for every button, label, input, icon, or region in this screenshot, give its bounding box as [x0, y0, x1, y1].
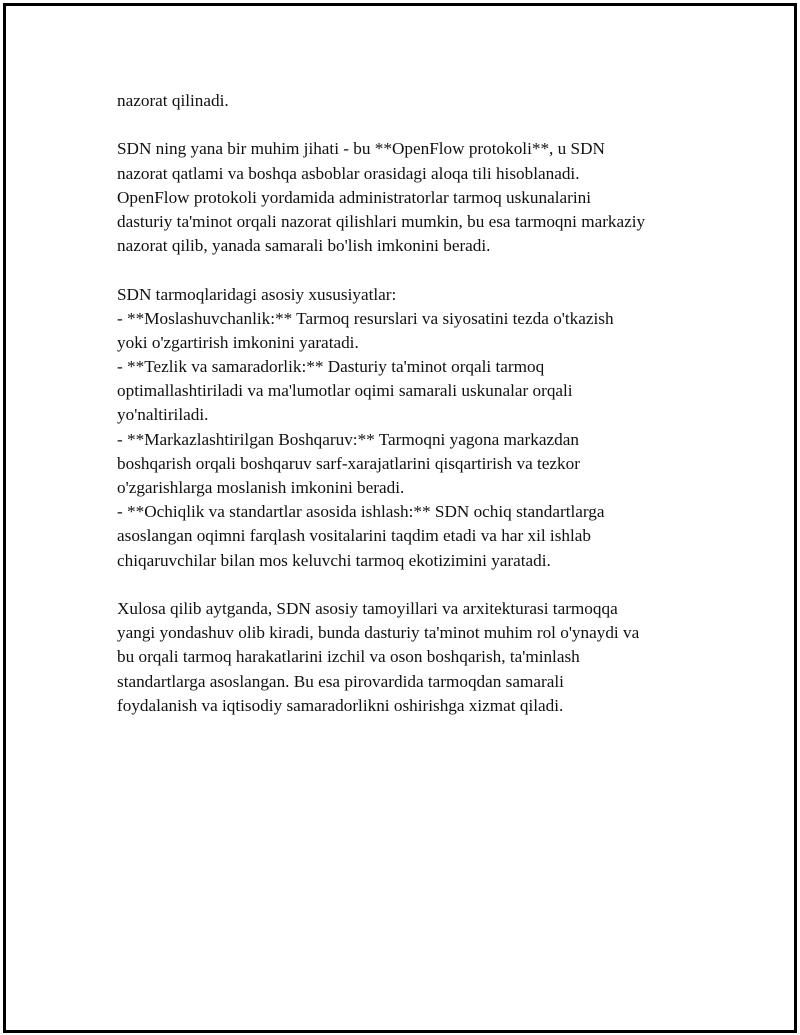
- list-item-line: - **Markazlashtirilgan Boshqaruv:** Tarmoqni yagona markazdan: [117, 429, 579, 449]
- text-line: nazorat qilinadi.: [117, 91, 229, 110]
- text-line: bu orqali tarmoq harakatlarini izchil va oson boshqarish, ta'minlash: [117, 647, 580, 667]
- list-item-line: - **Ochiqlik va standartlar asosida ishlash:** SDN ochiq standartlarga: [117, 502, 605, 522]
- text-line: OpenFlow protokoli yordamida administratorlar tarmoq uskunalarini: [117, 187, 591, 207]
- text-line: dasturiy ta'minot orqali nazorat qilishlari mumkin, bu esa tarmoqni markaziy: [117, 211, 646, 231]
- paragraph-gap: [117, 258, 697, 282]
- list-heading: SDN tarmoqlaridagi asosiy xususiyatlar:: [117, 284, 397, 304]
- list-item-line: - **Moslashuvchanlik:** Tarmoq resurslari va siyosatini tezda o'tkazish: [117, 308, 614, 328]
- text-line: yangi yondashuv olib kiradi, bunda dasturiy ta'minot muhim rol o'ynaydi va: [117, 623, 640, 643]
- paragraph: [117, 137, 697, 258]
- document-body: [117, 89, 697, 718]
- text-line: nazorat qilib, yanada samarali bo'lish imkonini beradi.: [117, 236, 491, 256]
- list-item-line: - **Tezlik va samaradorlik:** Dasturiy ta'minot orqali tarmoq: [117, 357, 545, 377]
- text-line: nazorat qatlami va boshqa asboblar orasidagi aloqa tili hisoblanadi.: [117, 163, 580, 183]
- list-item-line: asoslangan oqimni farqlash vositalarini taqdim etadi va har xil ishlab: [117, 526, 591, 546]
- paragraph: [117, 89, 697, 113]
- paragraph: [117, 597, 697, 718]
- list-item-line: yo'naltiriladi.: [117, 405, 209, 425]
- paragraph-gap: [117, 113, 697, 137]
- text-line: standartlarga asoslangan. Bu esa pirovardida tarmoqdan samarali: [117, 671, 564, 691]
- text-line: Xulosa qilib aytganda, SDN asosiy tamoyillari va arxitekturasi tarmoqqa: [117, 598, 618, 618]
- feature-list: [117, 283, 697, 573]
- text-line: foydalanish va iqtisodiy samaradorlikni oshirishga xizmat qiladi.: [117, 695, 564, 715]
- list-item-line: chiqaruvchilar bilan mos keluvchi tarmoq ekotizimini yaratadi.: [117, 550, 551, 570]
- paragraph-gap: [117, 573, 697, 597]
- list-item-line: boshqarish orqali boshqaruv sarf-xarajatlarini qisqartirish va tezkor: [117, 453, 580, 473]
- list-item-line: optimallashtiriladi va ma'lumotlar oqimi samarali uskunalar orqali: [117, 381, 573, 401]
- text-line: SDN ning yana bir muhim jihati - bu **OpenFlow protokoli**, u SDN: [117, 139, 605, 159]
- list-item-line: o'zgarishlarga moslanish imkonini beradi.: [117, 478, 405, 497]
- list-item-line: yoki o'zgartirish imkonini yaratadi.: [117, 332, 359, 352]
